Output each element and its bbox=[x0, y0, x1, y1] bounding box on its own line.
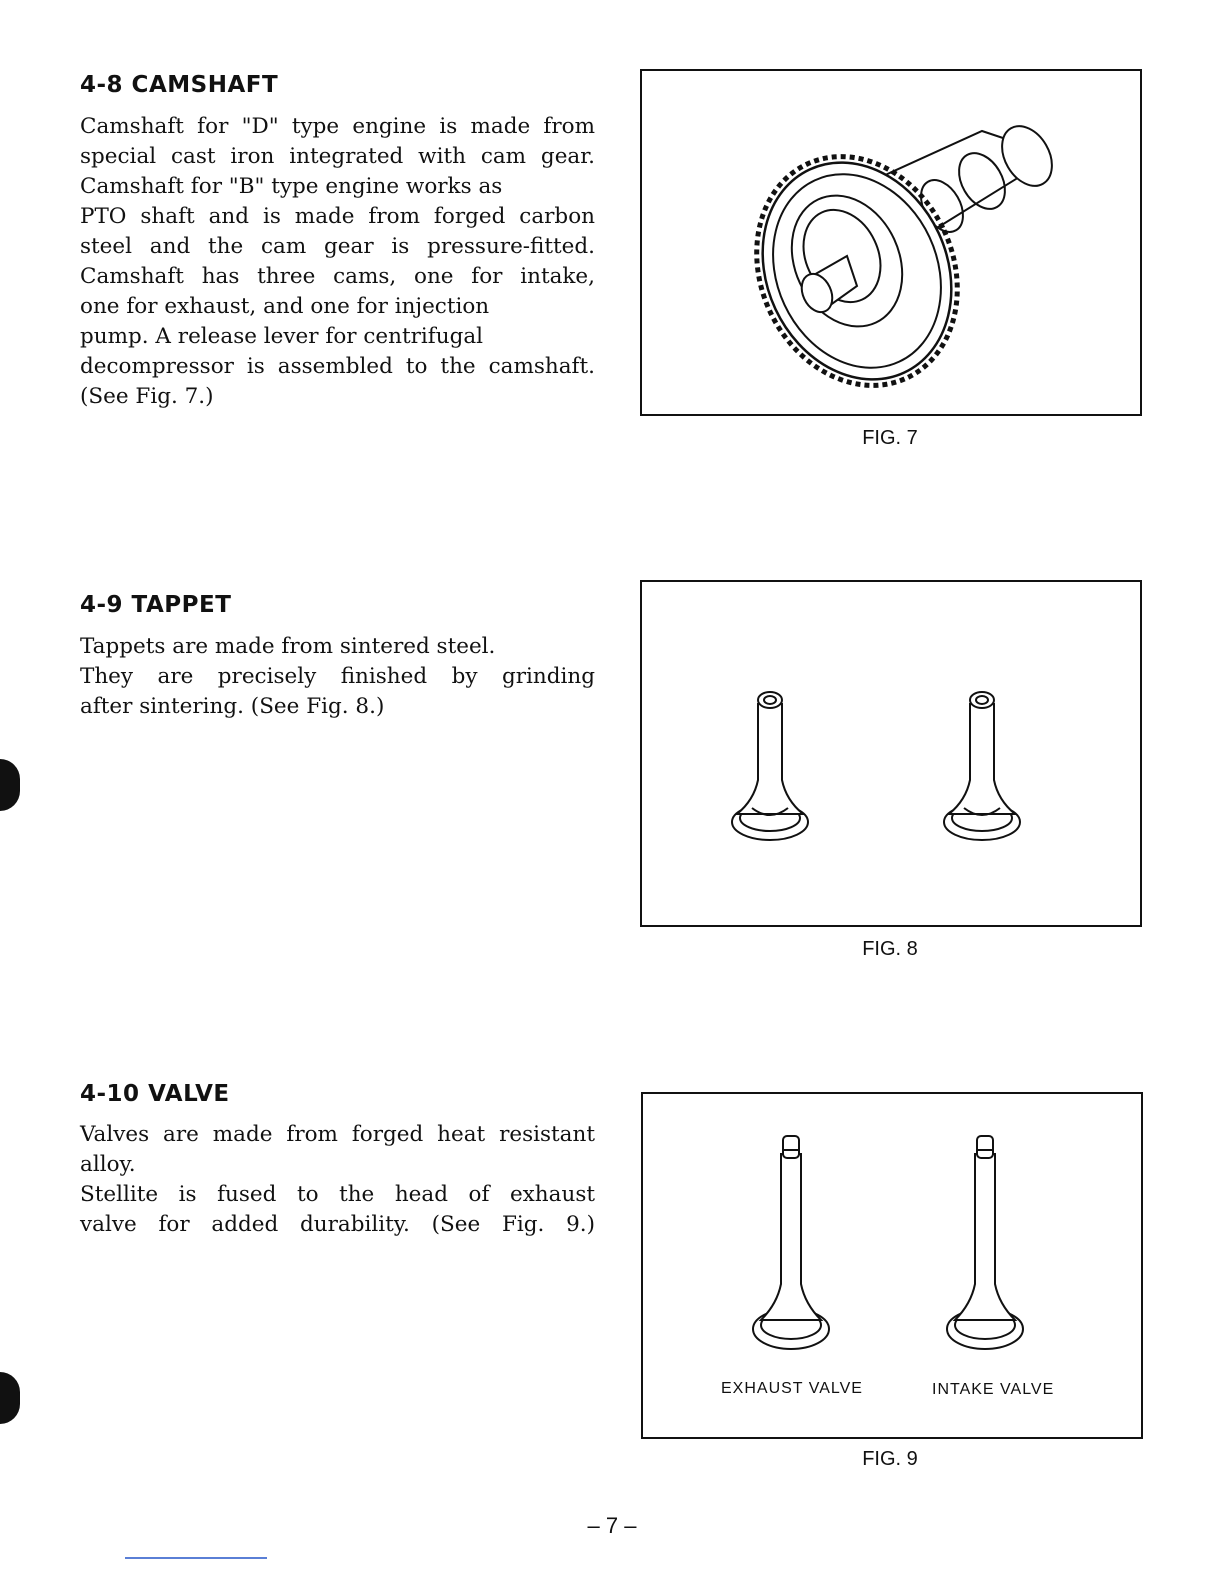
text-line: They are precisely finished by grinding bbox=[80, 664, 595, 689]
text-line: PTO shaft and is made from forged carbon bbox=[80, 204, 595, 229]
text-line: (See Fig. 7.) bbox=[80, 384, 214, 409]
text-line: alloy. bbox=[80, 1152, 136, 1177]
section-heading-valve: 4-10 VALVE bbox=[80, 1081, 230, 1107]
bottom-rule bbox=[125, 1557, 267, 1559]
text-line: valve for added durability. (See Fig. 9.) bbox=[80, 1212, 595, 1237]
section-body-valve bbox=[80, 1120, 595, 1240]
text-line: Camshaft for "D" type engine is made from bbox=[80, 114, 595, 139]
text-line: decompressor is assembled to the camshaft. bbox=[80, 354, 595, 379]
figure-7-caption: FIG. 7 bbox=[862, 427, 918, 449]
text-line: steel and the cam gear is pressure-fitted. bbox=[80, 234, 595, 259]
intake-valve-label: INTAKE VALVE bbox=[932, 1381, 1055, 1398]
figure-9-caption: FIG. 9 bbox=[862, 1448, 918, 1470]
text-line: pump. A release lever for centrifugal bbox=[80, 324, 484, 349]
text-line: special cast iron integrated with cam gear. bbox=[80, 144, 595, 169]
exhaust-valve-label: EXHAUST VALVE bbox=[721, 1380, 863, 1397]
camshaft-illustration bbox=[642, 71, 1140, 414]
text-line: Camshaft has three cams, one for intake, bbox=[80, 264, 595, 289]
binding-hole-mark bbox=[0, 759, 20, 811]
figure-8-caption: FIG. 8 bbox=[862, 938, 918, 960]
figure-8-frame bbox=[640, 580, 1142, 927]
text-line: Valves are made from forged heat resistant bbox=[80, 1122, 595, 1147]
tappets-illustration bbox=[642, 582, 1140, 925]
figure-9-frame bbox=[641, 1092, 1143, 1439]
binding-hole-mark bbox=[0, 1372, 20, 1424]
text-line: one for exhaust, and one for injection bbox=[80, 294, 490, 319]
section-body-camshaft bbox=[80, 112, 595, 412]
text-line: after sintering. (See Fig. 8.) bbox=[80, 694, 385, 719]
text-line: Camshaft for "B" type engine works as bbox=[80, 174, 503, 199]
valves-illustration bbox=[643, 1094, 1141, 1437]
text-line: Tappets are made from sintered steel. bbox=[80, 634, 496, 659]
figure-7-frame bbox=[640, 69, 1142, 416]
section-heading-camshaft: 4-8 CAMSHAFT bbox=[80, 72, 279, 98]
page-number: – 7 – bbox=[587, 1513, 637, 1538]
section-heading-tappet: 4-9 TAPPET bbox=[80, 592, 232, 618]
text-line: Stellite is fused to the head of exhaust bbox=[80, 1182, 595, 1207]
section-body-tappet bbox=[80, 632, 595, 722]
